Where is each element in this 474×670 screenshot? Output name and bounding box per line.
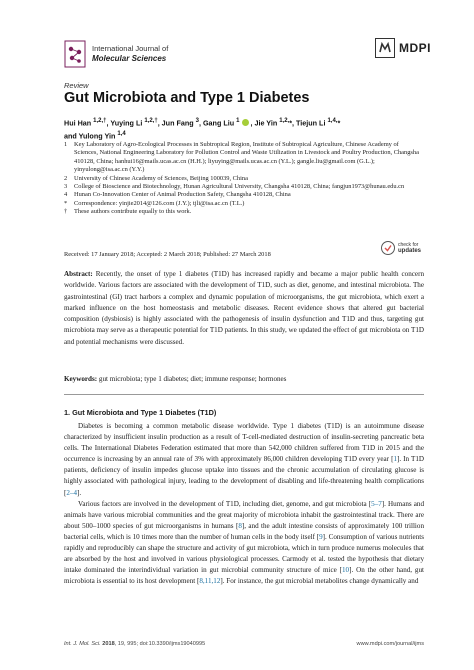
affiliation-item	[64, 208, 424, 216]
divider	[64, 394, 424, 395]
paragraph-text: Various factors are involved in the development of T1D, including diet, genome, and gut microbiota [	[78, 499, 372, 508]
publisher-logo	[375, 38, 431, 58]
journal-abbreviation: Int. J. Mol. Sci.	[64, 641, 101, 647]
mdpi-emblem-icon	[375, 38, 395, 58]
affiliation-mark: 2	[64, 174, 68, 182]
paragraph-text: ]. On the other hand, gut microbiota is essential to its host development [	[64, 566, 424, 586]
affiliation-item	[64, 175, 424, 183]
orcid-icon[interactable]	[242, 119, 249, 126]
journal-name-line2: Molecular Sciences	[92, 54, 167, 63]
paragraph-text: ]. In T1D patients, deficiency of insulin impedes glucose uptake into tissues and the chronic accumulation of circulating glucose is highly associated with pathological injury, leading to the development of disabling and life-threatening health complications [	[64, 455, 425, 497]
affiliation-item	[64, 141, 424, 175]
affiliations	[64, 141, 424, 217]
journal-url[interactable]: www.mdpi.com/journal/ijms	[356, 641, 424, 647]
paragraph-text: ]. Consumption of various nutrients rapidly and reproducibly can shape the structure and activity of gut microbiota, which in turn produce numerus molecules that are absorbed by the host and involved in various physiological processes. Carmody et al. tested the hypothesis that dietary intake dominated the interindividual variation in gut microbial community structure of mice [	[64, 532, 424, 575]
citation-link[interactable]: 1	[393, 455, 397, 464]
journal-name-line1: International Journal of	[92, 44, 169, 53]
citation-link[interactable]: 5–7	[371, 499, 382, 508]
section-heading: 1. Gut Microbiota and Type 1 Diabetes (T1D)	[64, 408, 217, 417]
affiliation-mark: *	[64, 199, 68, 207]
updates-icon	[381, 241, 395, 255]
journal-header	[64, 40, 168, 68]
affiliation-item	[64, 183, 424, 191]
citation-link[interactable]: 8,11,12	[199, 577, 221, 586]
section-body	[64, 421, 424, 587]
correspondence-text: Correspondence: yinjie2014@126.com (J.Y.); tjli@isa.ac.cn (T.L.)	[74, 199, 245, 207]
author-line-2: and Yulong Yin $^{1,4}$	[64, 130, 126, 141]
paragraph	[64, 421, 424, 499]
affiliation-item	[64, 191, 424, 199]
affiliation-mark: 3	[64, 183, 68, 191]
citation-link[interactable]: 8	[238, 521, 242, 530]
paragraph	[64, 499, 424, 588]
paragraph-text: ]. Humans and animals have various microbial communities and the great majority of microbiota inhabit the gastrointestinal track. There are about 500–1000 species of gut microorganisms in humans [	[64, 499, 424, 530]
keywords	[64, 374, 424, 385]
citation-info	[64, 641, 205, 647]
page-footer	[64, 641, 424, 647]
keywords-text: gut microbiota; type 1 diabetes; diet; immune response; hormones	[98, 375, 287, 383]
affiliation-text: Hunan Co-Innovation Center of Animal Production Safety, Changsha 410128, China	[74, 191, 291, 199]
journal-logo-icon	[64, 40, 86, 68]
equal-contribution-note: These authors contribute equally to this work.	[74, 208, 192, 216]
affiliation-mark: 1	[64, 141, 68, 148]
updates-label-line2: updates	[398, 248, 422, 254]
publication-dates: Received: 17 January 2018; Accepted: 2 March 2018; Published: 27 March 2018	[64, 251, 271, 258]
updates-label	[398, 242, 421, 254]
publication-year: 2018	[102, 641, 115, 647]
affiliation-mark: 4	[64, 191, 68, 199]
paragraph-text: ], and the adult intestine consists of approximately 100 trillion bacterial cells, which is 10 times more than the number of human cells in the body itself [	[64, 521, 424, 541]
citation-link[interactable]: 9	[319, 532, 323, 541]
affiliation-text: College of Bioscience and Biotechnology, Hunan Agricultural University, Changsha 410128, China; fangjun1973@hunau.edu.cn	[74, 183, 405, 191]
journal-name	[92, 44, 168, 64]
citation-link[interactable]: 2–4	[66, 488, 78, 497]
affiliation-mark: †	[64, 208, 68, 216]
paragraph-text: ]. For instance, the gut microbial metabolites change dynamically and	[220, 577, 419, 586]
paragraph-text: Diabetes is becoming a common metabolic disease worldwide. Type 1 diabetes (T1D) is an autoimmune disease characterized by insufficient insulin production as a result of T-cell-mediated destruction of insulin-secreting pancreatic beta cells. The International Diabetes Federation estimated that more than 542,000 children suffered from T1D in 2015 and the occurrence is increasing by an annual rate of 3% with approximately 86,000 children developing T1D every year [	[64, 422, 424, 464]
author-list	[64, 116, 424, 142]
citation-link[interactable]: 10	[342, 566, 350, 575]
affiliation-item	[64, 200, 424, 208]
abstract-text: Recently, the onset of type 1 diabetes (T1D) has increased rapidly and became a major public health concern worldwide. Various factors are associated with the development of T1D, such as diet, genome, and intestinal microbiota. The gastrointestinal (GI) tract harbors a complex and dynamic population of microorganisms, the gut microbiota, which exert a marked influence on the host homeostasis and metabolic diseases. Recent evidence shows that altered gut bacterial composition (dysbiosis) is highly associated with the pathogenesis of insulin dysfunction and T1D and thus, targeting gut microbiota may serve as a therapeutic potential for T1D patients. In this study, we updated the effect of gut microbiota on T1D and potential mechanisms were discussed.	[64, 270, 424, 346]
paragraph-text: ].	[77, 488, 82, 497]
publisher-name: MDPI	[399, 41, 431, 55]
article-type: Review	[64, 81, 89, 90]
doi-text: , 19, 995; doi:10.3390/ijms19040995	[114, 641, 206, 647]
abstract	[64, 269, 424, 348]
keywords-label: Keywords:	[64, 375, 98, 383]
author-line: Hui Han $^{1,2,\dagger}$, Yuying Li $^{1,2,\dagger}$, Jun Fang $^3$, Gang Liu $^1$ , Jie Yin $^{1,2,}$*, Tiejun Li $^{1,4,}$*	[64, 118, 341, 128]
affiliation-text: University of Chinese Academy of Sciences, Beijing 100039, China	[74, 174, 248, 182]
updates-label-line1: check for	[398, 242, 419, 248]
paper-title: Gut Microbiota and Type 1 Diabetes	[64, 90, 310, 106]
check-for-updates-badge[interactable]	[381, 241, 421, 255]
abstract-label: Abstract:	[64, 270, 93, 278]
affiliation-text: Key Laboratory of Agro-Ecological Processes in Subtropical Region, Institute of Subtropical Agriculture, Chinese Academy of Sciences, National Engineering Laboratory for Pollution Control and Waste Utilization in Livestock and Poultry Production, Changsha 410128, China; hanhui16@mails.ucas.ac.cn (H.H.); liyuying@mails.ucas.ac.cn (Y.L.); gangle.liu@gmail.com (G.L.); yinyulong@isa.ac.cn (Y.Y.)	[74, 141, 419, 174]
